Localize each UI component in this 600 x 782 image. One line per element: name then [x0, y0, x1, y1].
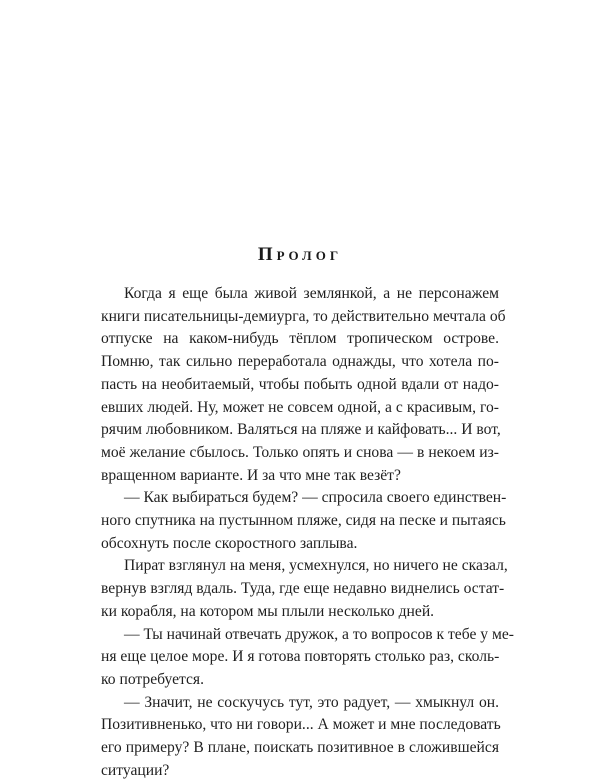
text-line: его примеру? В плане, поискать позитивное в сложившейся — [101, 739, 499, 757]
text-line: ня еще целое море. И я готова повторять столько раз, сколь- — [101, 648, 500, 666]
text-line: Пират взглянул на меня, усмехнулся, но ничего не сказал, — [124, 557, 508, 575]
text-line: пасть на необитаемый, чтобы побыть одной вдали от надо- — [101, 375, 499, 393]
paragraph-1 — [101, 283, 506, 487]
text-line: евших людей. Ну, может не совсем одной, а с красивым, го- — [101, 398, 499, 416]
paragraph-2 — [101, 487, 507, 555]
paragraph-3 — [101, 555, 508, 623]
text-line: Когда я еще была живой землянкой, а не персонажем — [124, 285, 499, 302]
text-line: ситуации? — [101, 761, 170, 779]
text-line: вернув взгляд вдаль. Туда, где еще недавно виднелись остат- — [101, 580, 505, 598]
body-text — [101, 283, 514, 782]
text-line: Помню, так сильно переработала однажды, что хотела по- — [101, 353, 499, 371]
paragraph-4 — [101, 624, 514, 692]
text-line: ки корабля, на котором мы плыли несколько дней. — [101, 602, 435, 620]
text-line: обсохнуть после скоростного заплыва. — [101, 534, 358, 552]
text-line: — Как выбираться будем? — спросила своего единствен- — [124, 489, 507, 507]
text-line: моё желание сбылось. Только опять и снова — в некоем из- — [101, 443, 499, 461]
paragraph-5 — [101, 692, 499, 782]
text-line: Позитивненько, что ни говори... А может и мне последовать — [101, 716, 501, 734]
text-line: ного спутника на пустынном пляже, сидя на песке и пытаясь — [101, 512, 506, 530]
text-line: — Значит, не соскучусь тут, это радует, — хмыкнул он. — [124, 693, 499, 711]
text-line: книги писательницы-демиурга, то действительно мечтала об — [101, 307, 506, 325]
text-line: отпуске на каком-нибудь тёплом тропическом острове. — [101, 330, 499, 348]
text-line: рячим любовником. Валяться на пляже и кайфовать... И вот, — [101, 421, 501, 439]
text-line: — Ты начинай отвечать дружок, а то вопросов к тебе у ме- — [124, 625, 514, 643]
text-line: вращенном варианте. И за что мне так везёт? — [101, 466, 401, 484]
text-line: ко потребуется. — [101, 670, 204, 688]
chapter-title: Пролог — [257, 244, 343, 265]
